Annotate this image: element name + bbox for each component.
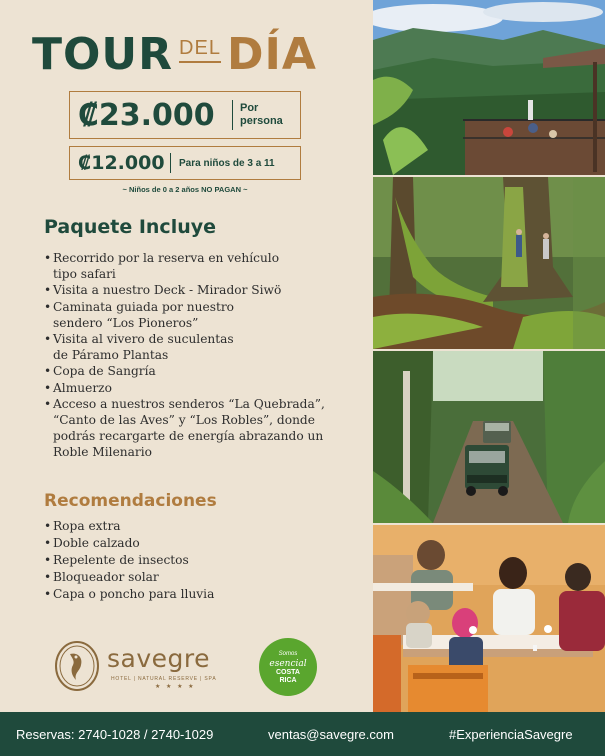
recommendation-item: • Capa o poncho para lluvia — [44, 586, 344, 603]
recommendations-heading: Recomendaciones — [44, 491, 217, 511]
recommendation-item: • Doble calzado — [44, 535, 344, 552]
title-del: DEL — [179, 37, 221, 63]
mossy-oak-trail-photo — [373, 177, 605, 349]
badge-text: esencial — [269, 659, 307, 669]
package-item: • Copa de Sangría — [44, 363, 344, 379]
package-item: • Acceso a nuestros senderos “La Quebrada”, “Canto de las Aves” y “Los Robles”, donde podrás recargarte de energía abrazando un Roble Milenario — [44, 396, 336, 461]
hashtag: #ExperienciaSavegre — [449, 726, 573, 742]
contact-footer — [0, 712, 605, 756]
recommendation-item: • Bloqueador solar — [44, 569, 344, 586]
logo-stars: ★ ★ ★ ★ — [155, 684, 196, 690]
kids-price: ₡12.000 — [78, 152, 165, 174]
adult-price: ₡23.000 — [78, 97, 215, 133]
logo-tagline: HOTEL | NATURAL RESERVE | SPA — [111, 676, 217, 682]
quetzal-emblem-icon — [54, 640, 100, 692]
badge-text: RICA — [279, 677, 297, 684]
badge-text: Somos — [278, 651, 298, 657]
contact-email[interactable]: ventas@savegre.com — [268, 726, 394, 742]
package-item: • Visita a nuestro Deck - Mirador Siwö — [44, 282, 344, 298]
deck-mountain-photo — [373, 0, 605, 175]
package-list — [44, 250, 344, 461]
logo-name: savegre — [107, 644, 210, 673]
page-title — [32, 28, 342, 80]
badge-text: COSTA — [276, 669, 300, 676]
kids-price-unit: Para niños de 3 a 11 — [179, 157, 275, 169]
recommendation-item: • Ropa extra — [44, 518, 344, 535]
package-item: • Recorrido por la reserva en vehículo tipo safari — [44, 250, 289, 282]
title-dia: DÍA — [226, 28, 317, 80]
safari-vehicle-photo — [373, 351, 605, 523]
package-heading: Paquete Incluye — [44, 216, 217, 238]
recommendations-list — [44, 518, 344, 603]
adult-price-box — [69, 91, 301, 139]
family-lunch-photo — [373, 525, 605, 712]
reservation-phones[interactable]: Reservas: 2740-1028 / 2740-1029 — [16, 726, 214, 742]
savegre-logo — [54, 640, 254, 695]
title-tour: TOUR — [32, 28, 174, 80]
package-item: • Visita al vivero de suculentas de Páramo Plantas — [44, 331, 249, 363]
package-item: • Almuerzo — [44, 380, 344, 396]
recommendation-item: • Repelente de insectos — [44, 552, 344, 569]
free-kids-note: ~ Niños de 0 a 2 años NO PAGAN ~ — [122, 185, 248, 194]
esencial-costa-rica-badge — [259, 638, 317, 696]
package-item: • Caminata guiada por nuestro sendero “Los Pioneros” — [44, 299, 254, 331]
adult-price-unit: Por persona — [240, 101, 283, 127]
kids-price-box — [69, 146, 301, 180]
